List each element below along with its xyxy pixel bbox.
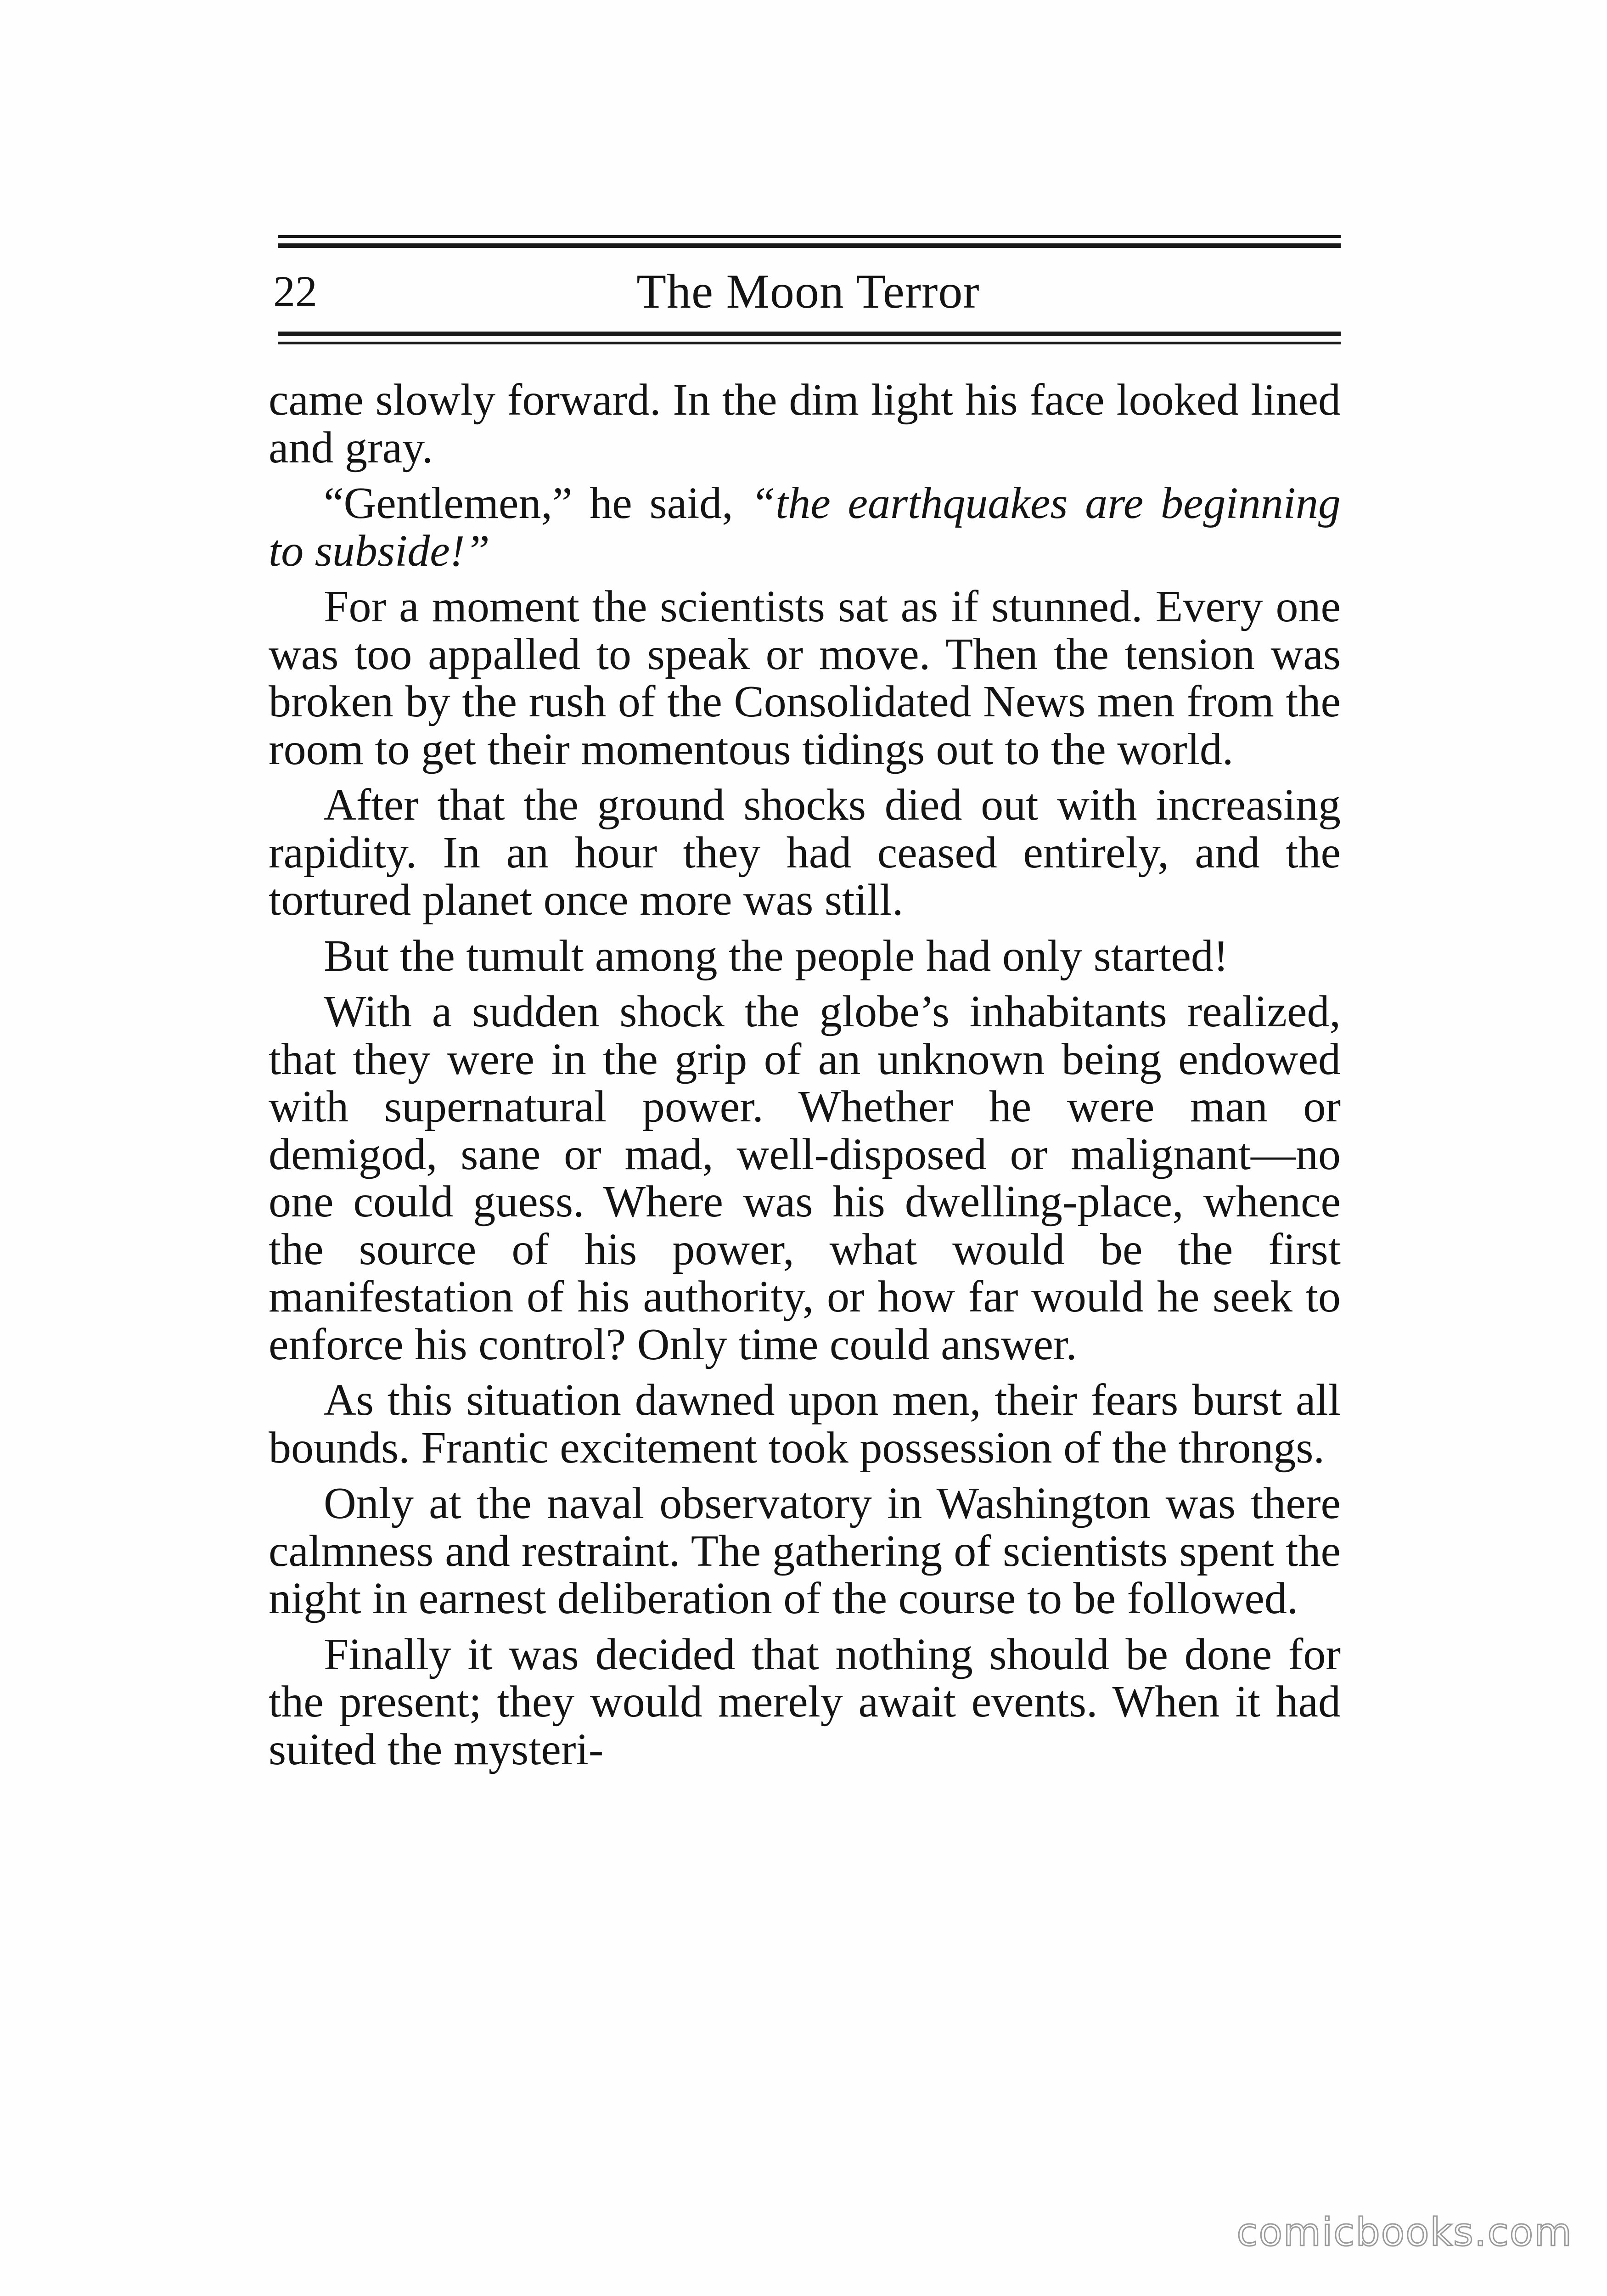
paragraph bbox=[269, 1377, 1341, 1472]
paragraph-text: For a moment the scientists sat as if stunned. Every one was too appalled to speak or move. Then the tension was broken by the rush of the Consolidated News men from the room to get their momentous tidings out to the world. bbox=[269, 582, 1341, 774]
page-header bbox=[273, 257, 1343, 326]
paragraph bbox=[269, 377, 1341, 472]
paragraph-text: “Gentlemen,” he said, bbox=[324, 478, 751, 528]
watermark: comicbooks.com bbox=[1236, 2210, 1573, 2255]
paragraph bbox=[269, 1631, 1341, 1774]
page-number: 22 bbox=[273, 267, 317, 316]
paragraph-text: But the tumult among the people had only started! bbox=[324, 931, 1229, 981]
running-title: The Moon Terror bbox=[636, 264, 980, 318]
paragraph bbox=[269, 782, 1341, 924]
paragraph-text: Finally it was decided that nothing should be done for the present; they would merely await events. When it had suited the mysteri- bbox=[269, 1629, 1341, 1774]
paragraph-text: With a sudden shock the globe’s inhabitants realized, that they were in the grip of an unknown being endowed with supernatural power. Whether he were man or demigod, sane or mad, well-disposed or malignant—no one could guess. Where was his dwelling-place, whence the source of his power, what would be the first manifestation of his authority, or how far would he seek to enforce his control? Only time could answer. bbox=[269, 987, 1341, 1369]
paragraph bbox=[269, 988, 1341, 1368]
paragraph-text: After that the ground shocks died out with increasing rapidity. In an hour they had ceased entirely, and the tortured planet once more was still. bbox=[269, 780, 1341, 925]
paragraph-text: came slowly forward. In the dim light his face looked lined and gray. bbox=[269, 375, 1341, 473]
paragraph bbox=[269, 1480, 1341, 1623]
body-text bbox=[269, 377, 1341, 1782]
paragraph bbox=[269, 583, 1341, 773]
paragraph bbox=[269, 933, 1341, 980]
header-top-rule bbox=[278, 235, 1341, 248]
paragraph-text: As this situation dawned upon men, their fears burst all bounds. Frantic excitement took possession of the throngs. bbox=[269, 1375, 1341, 1473]
paragraph bbox=[269, 480, 1341, 575]
header-bottom-rule bbox=[278, 332, 1341, 344]
paragraph-text: Only at the naval observatory in Washington was there calmness and restraint. The gathering of scientists spent the night in earnest deliberation of the course to be followed. bbox=[269, 1479, 1341, 1623]
italic-text: “the earthquakes are beginning to subside!” bbox=[269, 478, 1341, 576]
